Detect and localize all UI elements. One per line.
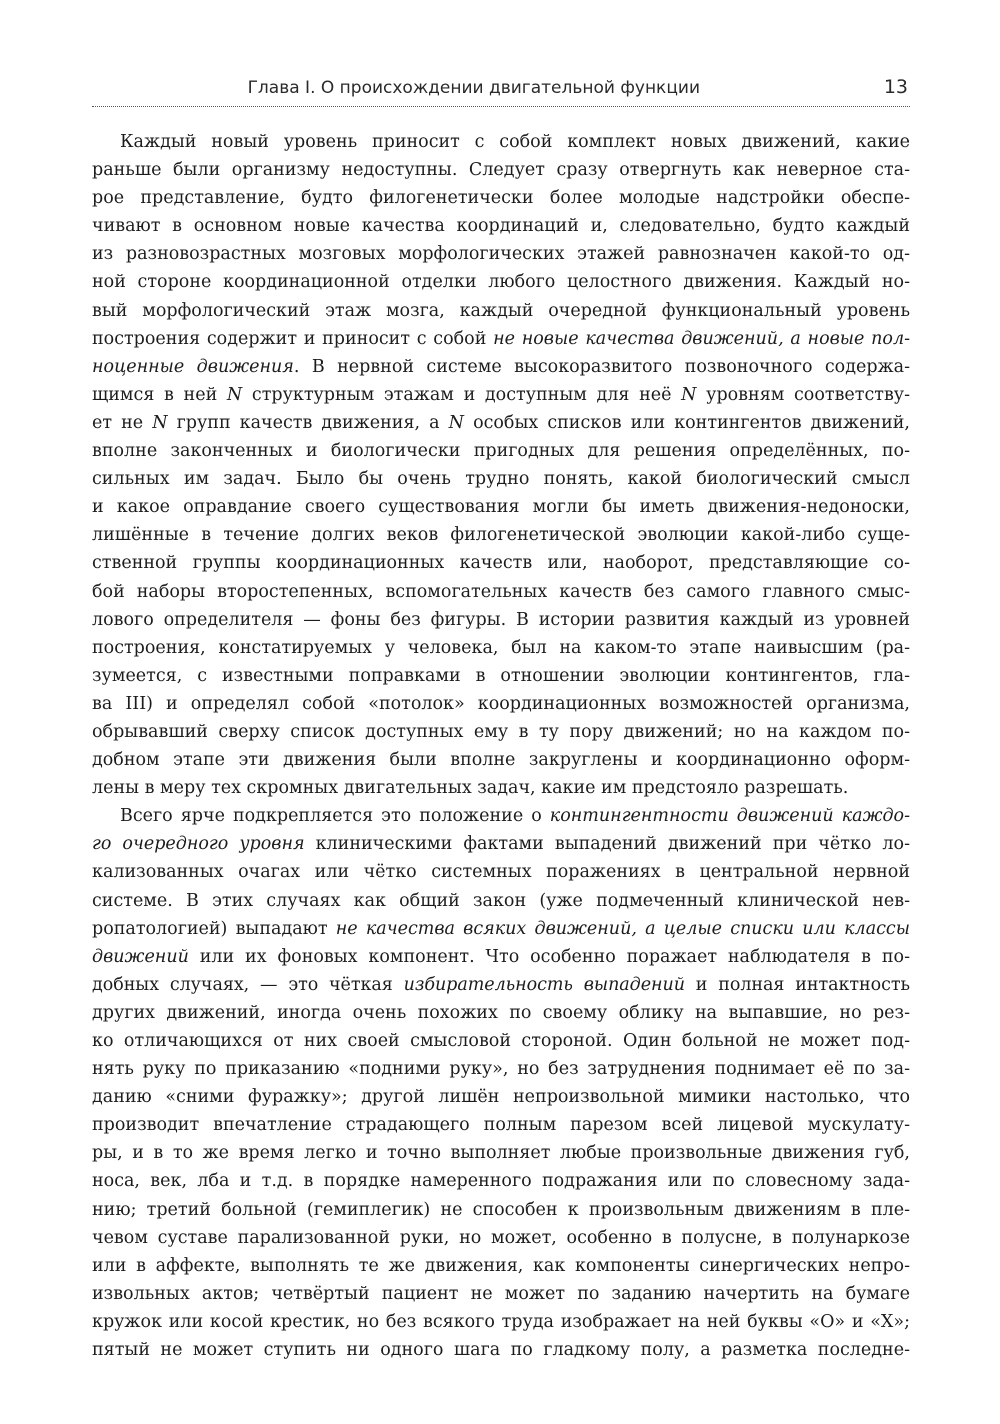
- chapter-title: Глава I. О происхождении двигательной функции: [247, 78, 700, 98]
- text-line: [92, 606, 910, 634]
- text-line: [92, 1055, 910, 1083]
- text-line: [92, 943, 910, 971]
- paragraph: [92, 802, 910, 1364]
- text-run: ры, и в то же время легко и точно выполняет любые произвольные движения губ,: [92, 1143, 910, 1164]
- italic-run: N: [681, 384, 697, 405]
- italic-run: не новые качества движений, а новые пол-: [493, 328, 910, 349]
- text-line: [92, 718, 910, 746]
- text-run: . В нервной системе высокоразвитого позвоночного содержа-: [293, 356, 910, 377]
- text-run: и полная интактность: [684, 974, 910, 995]
- text-line: [92, 1027, 910, 1055]
- text-line: [92, 1139, 910, 1167]
- text-line: [92, 1308, 910, 1336]
- italic-run: контингентности движений каждо-: [549, 806, 910, 827]
- text-line: [92, 690, 910, 718]
- text-run: данию «сними фуражку»; другой лишён непроизвольной мимики настолько, что: [92, 1087, 910, 1108]
- italic-run: N: [448, 412, 464, 433]
- text-line: [92, 634, 910, 662]
- text-line: [92, 774, 910, 802]
- text-run: чивают в основном новые качества координаций и, следовательно, будто каждый: [92, 216, 910, 237]
- text-line: [92, 971, 910, 999]
- text-run: лового определителя — фоны без фигуры. В истории развития каждый из уровней: [92, 609, 910, 630]
- text-run: уровням соответству-: [696, 384, 910, 405]
- text-run: лены в меру тех скромных двигательных задач, какие им предстояло разрешать.: [92, 778, 849, 799]
- text-run: нять руку по приказанию «подними руку», но без затруднения поднимает её по за-: [92, 1059, 910, 1080]
- text-run: ет не: [92, 412, 153, 433]
- text-run: обрывавший сверху список доступных ему в ту пору движений; но на каждом по-: [92, 721, 910, 742]
- text-line: [92, 212, 910, 240]
- text-line: [92, 1083, 910, 1111]
- text-run: бой наборы второстепенных, вспомогательных качеств без самого главного смыс-: [92, 581, 910, 602]
- italic-run: N: [226, 384, 243, 405]
- text-line: [92, 1224, 910, 1252]
- text-line: [92, 578, 910, 606]
- text-run: ко отличающихся от них своей смысловой стороной. Один больной не может под-: [92, 1031, 910, 1051]
- text-run: групп качеств движения, а: [167, 412, 449, 433]
- text-run: ной стороне координационной отделки любого целостного движения. Каждый но-: [92, 272, 910, 293]
- text-line: [92, 662, 910, 690]
- text-line: [92, 128, 910, 156]
- text-run: построения содержит и приносит с собой: [92, 328, 494, 349]
- text-line: [92, 1167, 910, 1195]
- text-line: [92, 1252, 910, 1280]
- text-run: или в аффекте, выполнять те же движения, как компоненты синергических непро-: [92, 1255, 910, 1276]
- text-line: [92, 887, 910, 915]
- text-line: [92, 184, 910, 212]
- text-line: [92, 240, 910, 268]
- text-run: зумеется, с известными поправками в отношении эволюции контингентов, гла-: [92, 665, 910, 686]
- text-line: [92, 297, 910, 325]
- text-line: [92, 409, 910, 437]
- text-run: или их фоновых компонент. Что особенно поражает наблюдателя в по-: [188, 946, 910, 967]
- text-run: пятый не может ступить ни одного шага по гладкому полу, а разметка последне-: [92, 1340, 910, 1361]
- text-run: особых списков или контингентов движений,: [463, 412, 910, 433]
- text-run: раньше были организму недоступны. Следует сразу отвергнуть как неверное ста-: [92, 160, 910, 181]
- text-run: нию; третий больной (гемиплегик) не способен к произвольным движениям в пле-: [92, 1199, 910, 1220]
- italic-run: движений: [92, 946, 189, 967]
- text-run: и какое оправдание своего существования могли бы иметь движения-недоноски,: [92, 497, 910, 518]
- paragraph: [92, 128, 910, 802]
- text-run: производит впечатление страдающего полным парезом всей лицевой мускулату-: [92, 1115, 910, 1136]
- text-line: [92, 268, 910, 296]
- text-run: сильных им задач. Было бы очень трудно понять, какой биологический смысл: [92, 469, 910, 490]
- text-run: структурным этажам и доступным для неё: [242, 384, 682, 405]
- text-line: [92, 802, 910, 830]
- text-run: вполне законченных и биологически пригодных для решения определённых, по-: [92, 441, 910, 462]
- text-run: Всего ярче подкрепляется это положение о: [120, 806, 550, 827]
- text-run: клиническими фактами выпадений движений при чётко ло-: [304, 834, 910, 855]
- text-run: из разновозрастных мозговых морфологических этажей равнозначен какой-то од-: [92, 244, 910, 265]
- text-line: [92, 1111, 910, 1139]
- text-run: кружок или косой крестик, но без всякого труда изображает на ней буквы «О» и «Х»;: [92, 1311, 910, 1332]
- italic-run: го очередного уровня: [92, 834, 305, 855]
- text-line: [92, 830, 910, 858]
- running-header: [92, 72, 910, 107]
- text-line: [92, 156, 910, 184]
- text-run: лишённые в течение долгих веков филогенетической эволюции какой-либо суще-: [92, 525, 910, 546]
- text-line: [92, 858, 910, 886]
- text-run: щимся в ней: [92, 384, 227, 405]
- text-line: [92, 437, 910, 465]
- text-run: чевом суставе парализованной руки, но может, особенно в полусне, в полунаркозе: [92, 1227, 910, 1248]
- text-run: ва III) и определял собой «потолок» координационных возможностей организма,: [92, 693, 910, 714]
- text-run: ропатологией) выпадают: [92, 918, 336, 939]
- body-text: [92, 128, 910, 1364]
- text-line: [92, 1336, 910, 1364]
- text-line: [92, 381, 910, 409]
- text-line: [92, 465, 910, 493]
- italic-run: ноценные движения: [92, 356, 294, 377]
- text-run: добном этапе эти движения были вполне закруглены и координационно оформ-: [92, 750, 910, 771]
- text-run: вый морфологический этаж мозга, каждый очередной функциональный уровень: [92, 300, 910, 321]
- text-line: [92, 325, 910, 353]
- text-run: рое представление, будто филогенетически более молодые надстройки обеспе-: [92, 188, 910, 209]
- text-line: [92, 493, 910, 521]
- italic-run: N: [152, 412, 168, 433]
- text-run: извольных актов; четвёртый пациент не может по заданию начертить на бумаге: [92, 1283, 910, 1304]
- text-line: [92, 353, 910, 381]
- text-run: системе. В этих случаях как общий закон (уже подмеченный клинической нев-: [92, 890, 910, 911]
- italic-run: не качества всяких движений, а целые списки или классы: [335, 918, 910, 939]
- italic-run: избирательность выпадений: [403, 974, 685, 995]
- text-line: [92, 746, 910, 774]
- text-line: [92, 999, 910, 1027]
- text-run: Каждый новый уровень приносит с собой комплект новых движений, какие: [120, 132, 910, 152]
- text-run: построения, констатируемых у человека, был на каком-то этапе наивысшим (ра-: [92, 637, 910, 658]
- page-number: 13: [883, 76, 908, 98]
- text-run: других движений, иногда очень похожих по своему облику на выпавшие, но рез-: [92, 1002, 910, 1023]
- text-run: ственной группы координационных качеств или, наоборот, представляющие со-: [92, 553, 910, 574]
- text-line: [92, 521, 910, 549]
- text-line: [92, 549, 910, 577]
- text-run: добных случаях, — это чёткая: [92, 974, 404, 995]
- text-run: кализованных очагах или чётко системных поражениях в центральной нервной: [92, 862, 910, 883]
- text-line: [92, 1196, 910, 1224]
- text-run: носа, век, лба и т.д. в порядке намеренного подражания или по словесному зада-: [92, 1171, 910, 1192]
- text-line: [92, 915, 910, 943]
- text-line: [92, 1280, 910, 1308]
